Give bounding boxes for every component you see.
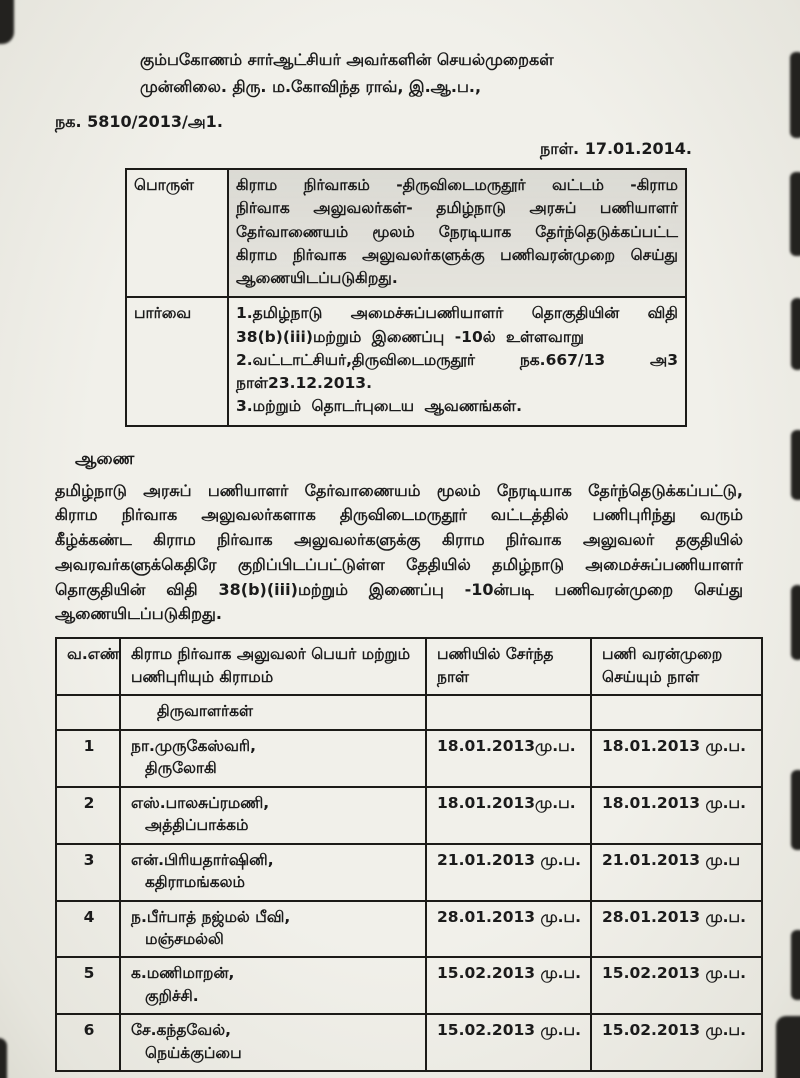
reference-line-1: 1.தமிழ்நாடு அமைச்சுப்பணியாளர் தொகுதியின் விதி 38(b)(iii)மற்றும் இணைப்பு -10ல் உள்ளவாறு — [236, 304, 678, 346]
officer-village: கதிராமங்கலம் — [145, 873, 246, 892]
reference-number: நக. 5810/2013/அ1. — [55, 112, 223, 131]
reference-number-line — [0, 112, 800, 133]
officer-cell — [120, 957, 426, 1014]
table-subheader-row — [56, 695, 762, 729]
scan-artifact — [791, 430, 800, 500]
officer-village: குறிச்சி. — [145, 986, 199, 1005]
officer-name: க.மணிமாறன், — [131, 964, 235, 983]
row-sno: 5 — [56, 957, 120, 1014]
reference-row — [126, 297, 686, 425]
scan-artifact — [776, 1016, 800, 1078]
subject-reference-table — [125, 168, 687, 427]
officer-cell — [120, 901, 426, 958]
table-row — [56, 957, 762, 1014]
document-date-line — [0, 139, 800, 160]
officer-village: அத்திப்பாக்கம் — [145, 816, 249, 835]
table-row — [56, 730, 762, 787]
empty-cell — [426, 695, 591, 729]
scan-artifact — [791, 770, 800, 850]
row-sno: 2 — [56, 787, 120, 844]
join-date: 15.02.2013 மு.ப. — [426, 1014, 591, 1071]
scan-artifact — [790, 52, 800, 138]
table-row — [56, 787, 762, 844]
reference-text — [228, 297, 686, 425]
reg-date: 15.02.2013 மு.ப. — [591, 957, 762, 1014]
subject-label: பொருள் — [126, 169, 228, 297]
join-date: 18.01.2013மு.ப. — [426, 730, 591, 787]
officer-name: ந.பீர்பாத் நஜ்மல் பீவி, — [131, 907, 291, 926]
document-date: நாள். 17.01.2014. — [539, 139, 692, 158]
presence-line: முன்னிலை. திரு. ம.கோவிந்த ராவ், இ.ஆ.ப., — [140, 77, 482, 96]
empty-cell — [56, 695, 120, 729]
order-body: தமிழ்நாடு அரசுப் பணியாளர் தேர்வாணையம் மூலம் நேரடியாக தேர்ந்தெடுக்கப்பட்டு, கிராம நிர்வாக அலுவலர்களாக திருவிடைமருதூர் வட்டத்தில் பணிபுரிந்து வரும் கீழ்க்கண்ட கிராம நிர்வாக அலுவலர்களுக்கு கிராம நிர்வாக அலுவலர் தகுதியில் அவரவர்களுக்கெதிரே குறிப்பிடப்பட்டுள்ள தேதியில் தமிழ்நாடு அமைச்சுப்பணியாளர் தொகுதியின் விதி 38(b)(iii)மற்றும் இணைப்பு -10ன்படி பணிவரன்முறை செய்து ஆணையிடப்படுகிறது. — [55, 480, 743, 624]
regularization-table — [55, 637, 763, 1072]
col-header-join: பணியில் சேர்ந்த நாள் — [426, 638, 591, 695]
table-row — [56, 901, 762, 958]
reg-date: 18.01.2013 மு.ப. — [591, 787, 762, 844]
order-heading: ஆணை — [75, 448, 135, 469]
col-header-name: கிராம நிர்வாக அலுவலர் பெயர் மற்றும் பணிபுரியும் கிராமம் — [120, 638, 426, 695]
reg-date: 28.01.2013 மு.ப. — [591, 901, 762, 958]
subheader-honorific: திருவாளர்கள் — [120, 695, 426, 729]
row-sno: 1 — [56, 730, 120, 787]
officer-village: மஞ்சமல்லி — [145, 929, 224, 948]
officer-cell — [120, 730, 426, 787]
officer-village: நெய்க்குப்பை — [145, 1043, 242, 1062]
join-date: 15.02.2013 மு.ப. — [426, 957, 591, 1014]
row-sno: 4 — [56, 901, 120, 958]
reg-date: 21.01.2013 மு.ப — [591, 844, 762, 901]
table-row — [56, 1014, 762, 1071]
col-header-reg: பணி வரன்முறை செய்யும் நாள் — [591, 638, 762, 695]
scan-artifact — [791, 585, 800, 660]
subject-text: கிராம நிர்வாகம் -திருவிடைமருதூர் வட்டம் -கிராம நிர்வாக அலுவலர்கள்- தமிழ்நாடு அரசுப் பணியாளர் தேர்வாணையம் மூலம் நேரடியாக தேர்ந்தெடுக்கப்பட்ட கிராம நிர்வாக அலுவலர்களுக்கு பணிவரன்முறை செய்து ஆணையிடப்படுகிறது. — [228, 169, 686, 297]
scan-artifact — [791, 298, 800, 370]
officer-name: என்.பிரியதார்ஷினி, — [131, 850, 274, 869]
join-date: 21.01.2013 மு.ப. — [426, 844, 591, 901]
reg-date: 15.02.2013 மு.ப. — [591, 1014, 762, 1071]
scan-artifact — [0, 0, 14, 44]
join-date: 28.01.2013 மு.ப. — [426, 901, 591, 958]
officer-cell — [120, 844, 426, 901]
col-header-sno: வ.எண் — [56, 638, 120, 695]
subject-row — [126, 169, 686, 297]
scan-artifact — [791, 930, 800, 1000]
officer-name: சே.கந்தவேல், — [131, 1021, 232, 1040]
scan-artifact — [0, 1038, 7, 1078]
reference-line-3: 3.மற்றும் தொடர்புடைய ஆவணங்கள். — [236, 397, 522, 416]
officer-cell — [120, 787, 426, 844]
officer-village: திருலோகி — [145, 759, 217, 778]
officer-cell — [120, 1014, 426, 1071]
table-row — [56, 844, 762, 901]
officer-name: நா.முருகேஸ்வரி, — [131, 736, 256, 755]
join-date: 18.01.2013மு.ப. — [426, 787, 591, 844]
officer-name: எஸ்.பாலசுப்ரமணி, — [131, 793, 270, 812]
row-sno: 3 — [56, 844, 120, 901]
reference-line-2: 2.வட்டாட்சியர்,திருவிடைமருதூர் நக.667/13 அ3 நாள்23.12.2013. — [236, 350, 678, 392]
document-title: கும்பகோணம் சார்ஆட்சியர் அவர்களின் செயல்முறைகள் — [140, 50, 554, 69]
table-header-row — [56, 638, 762, 695]
document-header — [0, 0, 800, 100]
empty-cell — [591, 695, 762, 729]
row-sno: 6 — [56, 1014, 120, 1071]
reference-label: பார்வை — [126, 297, 228, 425]
reg-date: 18.01.2013 மு.ப. — [591, 730, 762, 787]
scan-artifact — [790, 172, 800, 256]
